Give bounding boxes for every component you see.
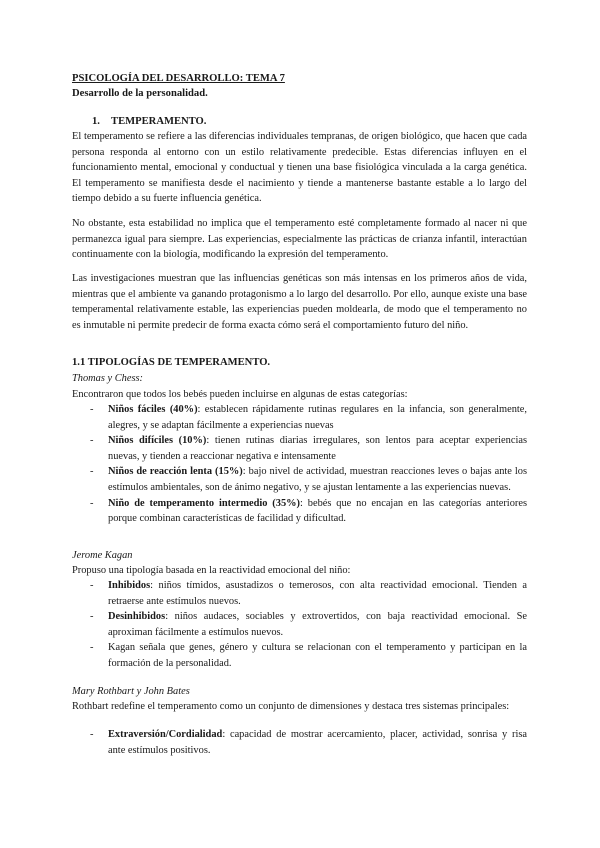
- typology-list-thomas-chess: [90, 402, 527, 527]
- section-heading-temperamento: [92, 114, 547, 130]
- list-item: [90, 640, 527, 671]
- list-item-text: Kagan señala que genes, género y cultura se relacionan con el temperamento y participan en la formación de la personalidad.: [108, 642, 527, 669]
- typology-list-kagan: [90, 578, 527, 672]
- typology-intro: Propuso una tipología basada en la reactividad emocional del niño:: [72, 565, 351, 576]
- list-item-term: Niños de reacción lenta (15%): [108, 466, 243, 478]
- document-title: PSICOLOGÍA DEL DESARROLLO: TEMA 7: [72, 73, 285, 84]
- list-item: [90, 609, 527, 640]
- list-bullet: -: [90, 729, 94, 740]
- list-item-text: : tienen rutinas diarias irregulares, son lentos para aceptar experiencias nuevas, y tienden a reaccionar negativa e intensamente: [108, 435, 528, 462]
- paragraph-3: Las investigaciones muestran que las influencias genéticas son más intensas en los primeros años de vida, mientras que el ambiente va ganando protagonismo a lo largo del desarrollo. Por ello, aunque existe una base temperamental relativamente estable, las experiencias pueden moldearla, de modo que el temperamento no es inmutable ni permite predecir de forma exacta cómo será el comportamiento futuro del niño.: [72, 273, 527, 331]
- list-item-text: : niños audaces, sociables y extrovertidos, con baja reactividad emocional. Se aproximan fácilmente a estímulos nuevos.: [108, 611, 527, 638]
- authors-rothbart-bates: Mary Rothbart y John Bates: [72, 686, 190, 697]
- list-item-text: : bajo nivel de actividad, muestran reacciones leves o bajas ante los estímulos ambientales, son de ánimo negativo, y se ajustan lentamente a las experiencias nuevas.: [108, 466, 528, 493]
- list-item-term: Extraversión/Cordialidad: [108, 729, 223, 740]
- section-number: 1.: [92, 116, 100, 127]
- list-item-term: Desinhibidos: [108, 611, 166, 623]
- list-bullet: -: [90, 497, 94, 509]
- paragraph-2: No obstante, esta estabilidad no implica que el temperamento esté completamente formado al nacer ni que permanezca igual para siempre. Las experiencias, especialmente las prácticas de crianza infantil, interactúan continuamente con la biología, modificando la expresión del temperamento.: [72, 218, 527, 261]
- section-heading-text: TEMPERAMENTO.: [111, 116, 207, 127]
- subsection-heading-tipologias: 1.1 TIPOLOGÍAS DE TEMPERAMENTO.: [72, 357, 271, 368]
- authors-kagan: Jerome Kagan: [72, 550, 133, 561]
- list-item-text: : establecen rápidamente rutinas regulares en la infancia, son generalmente, alegres, y se adaptan fácilmente a experiencias nuevas: [108, 404, 527, 431]
- list-item-term: Niños difíciles (10%): [108, 435, 207, 447]
- list-item-text: : niños tímidos, asustadizos o temerosos, con alta reactividad emocional. Tienden a retraerse ante estímulos nuevos.: [108, 580, 527, 607]
- list-bullet: -: [90, 611, 94, 623]
- typology-intro: Rothbart redefine el temperamento como un conjunto de dimensiones y destaca tres sistemas principales:: [72, 701, 510, 712]
- list-item-term: Niños fáciles (40%): [108, 404, 198, 415]
- list-bullet: -: [90, 580, 94, 591]
- list-item: [90, 727, 527, 758]
- list-item: [90, 402, 527, 433]
- list-item-term: Inhibidos: [108, 580, 151, 591]
- paragraph-1: El temperamento se refiere a las diferencias individuales tempranas, de origen biológico, que hacen que cada persona responda al entorno con un estilo relativamente predecible. Estas diferencias influyen en el funcionamiento mental, emocional y conductual y tienen una base fisiológica vinculada a la carga genética. El temperamento se manifiesta desde el nacimiento y tiende a mantenerse bastante estable a lo largo del tiempo debido a su fuerte influencia genética.: [72, 131, 527, 205]
- list-item: [90, 433, 527, 464]
- list-item-text: : capacidad de mostrar acercamiento, placer, actividad, sonrisa y risa ante estímulos positivos.: [108, 729, 527, 756]
- list-bullet: -: [90, 642, 94, 654]
- list-item-text: : bebés que no encajan en las categorías anteriores porque combinan características de facilidad y dificultad.: [108, 497, 528, 525]
- document-subtitle: Desarrollo de la personalidad.: [72, 88, 208, 99]
- list-item-term: Niño de temperamento intermedio (35%): [108, 497, 301, 509]
- list-bullet: -: [90, 404, 94, 415]
- authors-thomas-chess: Thomas y Chess:: [72, 373, 144, 384]
- list-item: [90, 496, 527, 527]
- typology-list-rothbart: [90, 727, 527, 758]
- list-item: [90, 578, 527, 609]
- list-bullet: -: [90, 435, 94, 447]
- list-bullet: -: [90, 466, 94, 478]
- typology-intro: Encontraron que todos los bebés pueden incluirse en algunas de estas categorías:: [72, 389, 408, 400]
- list-item: [90, 464, 527, 495]
